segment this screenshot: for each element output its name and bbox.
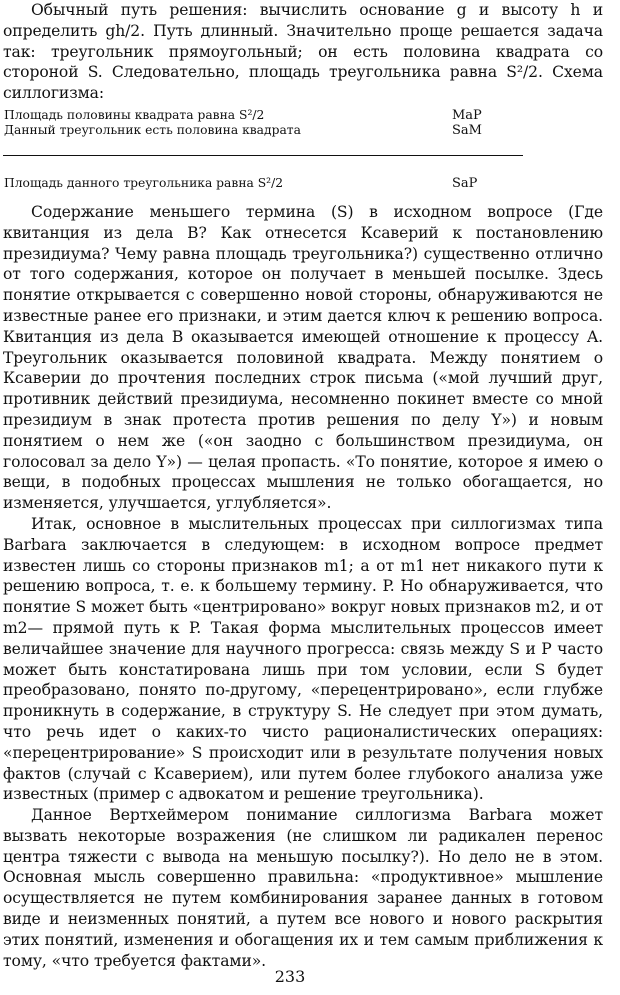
conclusion (4, 176, 524, 191)
conclusion-text: Площадь данного треугольника равна S²/2 (4, 176, 284, 190)
premise-major-text: Площадь половины квадрата равна S²/2 (4, 108, 265, 122)
paragraph-1: Содержание меньшего термина (S) в исходном вопросе (Где квитанция из дела B? Как отнесется Ксаверий к постановлению президиума? Чему равна площадь треугольника?) существенно отлично от того содержания, которое он получает в меньшей посылке. Здесь понятие открывается с совершенно новой стороны, обнаруживаются не известные ранее его признаки, и этим дается ключ к решению вопроса. Квитанция из дела B оказывается имеющей отношение к процессу A. Треугольник оказывается половиной квадрата. Между понятием о Ксаверии до прочтения последних строк письма («мой лучший друг, противник действий президиума, несомненно покинет вместе со мной президиум в знак протеста против решения по делу Y») и новым понятием о нем же («он заодно с большинством президиума, он голосовал за дело Y») — целая пропасть. «То понятие, которое я имею о вещи, в подобных процессах мышления не только обогащается, но изменяется, улучшается, углубляется». (3, 203, 603, 513)
premise-major (4, 108, 524, 123)
paragraph-3: Данное Вертхеймером понимание силлогизма Barbara может вызвать некоторые возражения (не слишком ли радикален перенос центра тяжести с вывода на меньшую посылку?). Но дело не в этом. Основная мысль совершенно правильна: «продуктивное» мышление осуществляется не путем комбинирования заранее данных в готовом виде и неизменных понятий, а путем все нового и нового раскрытия этих понятий, изменения и обогащения их и тем самым приближения к тому, «что требуется фактами». (3, 806, 603, 970)
premise-minor (4, 123, 524, 138)
syllogism-divider (3, 155, 523, 156)
conclusion-code: SaP (452, 176, 478, 191)
premise-minor-text: Данный треугольник есть половина квадрата (4, 123, 301, 137)
page-number: 233 (274, 967, 306, 986)
premise-minor-code: SaM (452, 123, 482, 138)
premise-major-code: MaP (452, 108, 482, 123)
intro-paragraph: Обычный путь решения: вычислить основание g и высоту h и определить gh/2. Путь длинный. Значительно проще решается задача так: треугольник прямоугольный; он есть половина квадрата со стороной S. Следовательно, площадь треугольника равна S²/2. Схема силлогизма: (3, 1, 603, 103)
paragraph-2: Итак, основное в мыслительных процессах при силлогизмах типа Barbara заключается в следующем: в исходном вопросе предмет известен лишь со стороны признаков m1; а от m1 нет никакого пути к решению вопроса, т. е. к большему термину. P. Но обнаруживается, что понятие S может быть «центрировано» вокруг новых признаков m2, и от m2— прямой путь к P. Такая форма мыслительных процессов имеет величайшее значение для научного прогресса: связь между S и P часто может быть констатирована лишь при том условии, если S будет преобразовано, понято по-другому, «перецентрировано», если глубже проникнуть в содержание, в структуру S. Не следует при этом думать, что речь идет о каких-то чисто рационалистических операциях: «перецентрирование» S происходит или в результате получения новых фактов (случай с Ксаверием), или путем более глубокого анализа уже известных (пример с адвокатом и решение треугольника). (3, 515, 603, 804)
